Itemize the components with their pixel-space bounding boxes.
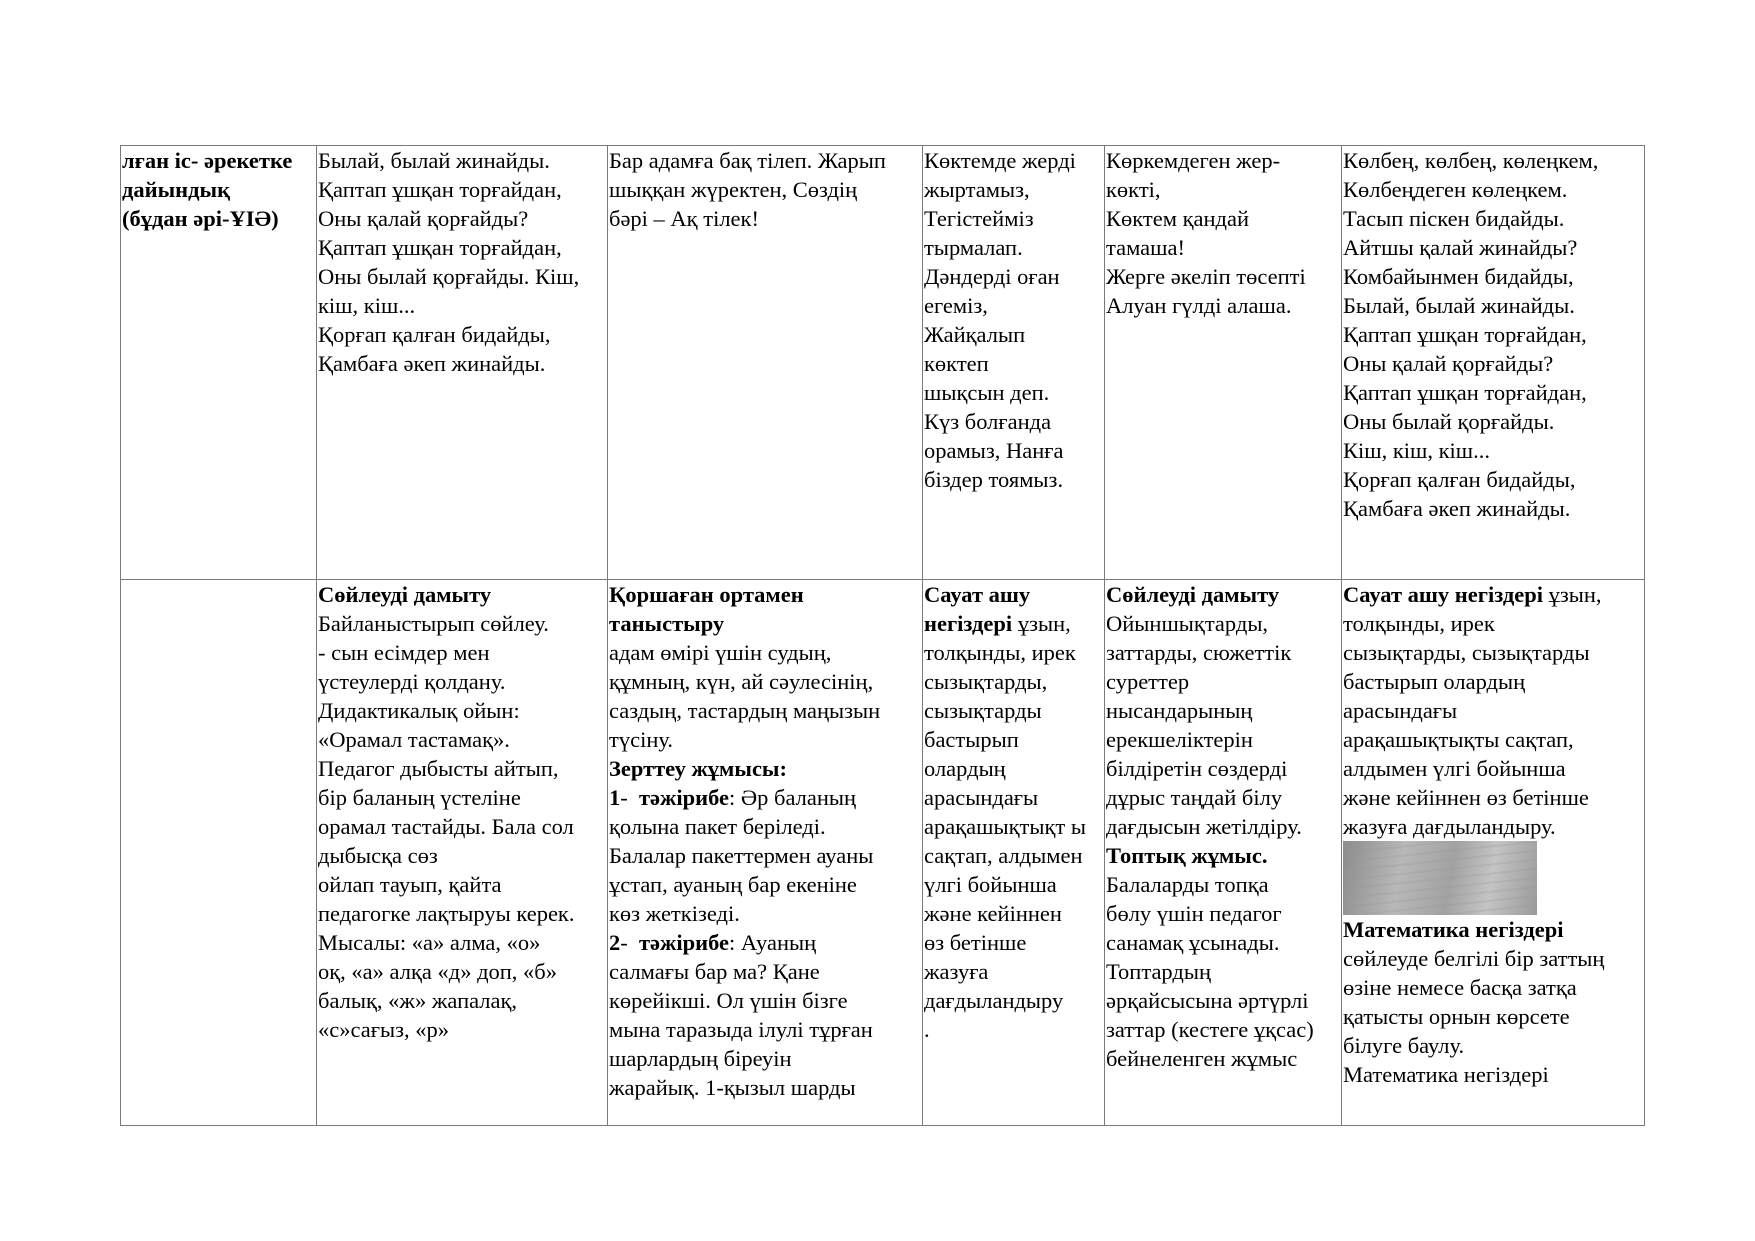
table-cell-activity <box>923 580 1105 1126</box>
activity-line: көз жеткізеді. <box>609 901 740 926</box>
activity-line: Топтардың <box>1106 959 1211 984</box>
section-title: Сөйлеуді дамыту <box>1106 582 1280 607</box>
wish-line: шыққан жүректен, Сөздің <box>609 177 858 202</box>
section-title-line <box>1343 580 1643 609</box>
wish-line: Бар адамға бақ тілеп. Жарып <box>609 148 886 173</box>
table-row <box>121 580 1645 1126</box>
poem-line: Көлбең, көлбең, көлеңкем, <box>1343 148 1599 173</box>
row-header-line: дайындық <box>122 177 231 202</box>
math-section-title: Математика негіздері <box>1343 917 1564 942</box>
lesson-plan-table <box>120 145 1645 1126</box>
section-title: Сөйлеуді дамыту <box>318 582 492 607</box>
table-cell-poem <box>317 146 608 580</box>
poem-line: Жайқалып <box>924 322 1026 347</box>
poem-line: Қаптап ұшқан торғайдан, <box>1343 322 1587 347</box>
poem-line: Оны былай қорғайды. <box>1343 409 1555 434</box>
poem-line: Былай, былай жинайды. <box>318 148 550 173</box>
poem-line: Қамбаға әкеп жинайды. <box>318 351 546 376</box>
activity-line: арақашықтықты сақтап, <box>1343 727 1574 752</box>
section-title: таныстыру <box>609 611 725 636</box>
activity-line: саздың, тастардың маңызын <box>609 698 881 723</box>
poem-line: Күз болғанда <box>924 409 1052 434</box>
activity-line: қатысты орнын көрсете <box>1343 1004 1570 1029</box>
experiment-number: 2 <box>609 930 621 955</box>
row-header-line: лған іс- әрекетке <box>122 148 293 173</box>
poem-line: Көркемдеген жер- <box>1106 148 1281 173</box>
activity-line: салмағы бар ма? Қане <box>609 959 820 984</box>
table-cell-row-header <box>121 146 317 580</box>
table-cell-activity <box>1105 580 1342 1126</box>
activity-line: жазуға дағдыландыру. <box>1343 814 1556 839</box>
poem-line: біздер тоямыз. <box>924 467 1064 492</box>
activity-line: санамақ ұсынады. <box>1106 930 1280 955</box>
table-cell-activity <box>608 580 923 1126</box>
poem-line: егеміз, <box>924 293 988 318</box>
poem-line: орамыз, Нанға <box>924 438 1064 463</box>
section-title: Сауат ашу <box>924 582 1031 607</box>
poem-line: Қаптап ұшқан торғайдан, <box>1343 380 1587 405</box>
table-cell-poem <box>1342 146 1645 580</box>
activity-line: ойлап тауып, қайта <box>318 872 502 897</box>
table-cell-poem <box>923 146 1105 580</box>
poem-line: көкті, <box>1106 177 1161 202</box>
poem-line: Айтшы қалай жинайды? <box>1343 235 1578 260</box>
poem-line: Оны қалай қорғайды? <box>1343 351 1554 376</box>
poem-line: Кіш, кіш, кіш... <box>1343 438 1490 463</box>
activity-line: - сын есімдер мен <box>318 640 490 665</box>
poem-line: Қорғап қалған бидайды, <box>318 322 551 347</box>
experiment-text: : Әр баланың <box>729 785 857 810</box>
poem-line: Қаптап ұшқан торғайдан, <box>318 177 562 202</box>
activity-line: қолына пакет беріледі. <box>609 814 826 839</box>
activity-line: өз бетінше <box>924 930 1027 955</box>
activity-line: үлгі бойынша <box>924 872 1057 897</box>
activity-line: көрейікші. Ол үшін бізге <box>609 988 848 1013</box>
activity-line: Математика негіздері <box>1343 1062 1549 1087</box>
table-cell-empty <box>121 580 317 1126</box>
table-row <box>121 146 1645 580</box>
poem-line: Көктем қандай <box>1106 206 1250 231</box>
activity-line: дағдыландыру <box>924 988 1064 1013</box>
activity-line: Балаларды топқа <box>1106 872 1269 897</box>
activity-line: «Орамал тастамақ». <box>318 727 510 752</box>
activity-line: сызықтарды, сызықтарды <box>1343 640 1590 665</box>
activity-line: дағдысын жетілдіру. <box>1106 814 1302 839</box>
poem-line: Алуан гүлді алаша. <box>1106 293 1292 318</box>
experiment-separator: - <box>620 785 639 810</box>
activity-line: бейнеленген жұмыс <box>1106 1046 1298 1071</box>
activity-line: бір баланың үстеліне <box>318 785 521 810</box>
poem-line: жыртамыз, <box>924 177 1030 202</box>
group-work-title: Топтық жұмыс. <box>1106 843 1268 868</box>
poem-line: Қаптап ұшқан торғайдан, <box>318 235 562 260</box>
activity-line: толқынды, ирек <box>924 640 1076 665</box>
activity-line: бөлу үшін педагог <box>1106 901 1282 926</box>
poem-line: шықсын деп. <box>924 380 1050 405</box>
experiment-2-line <box>609 928 921 957</box>
activity-line: білуге баулу. <box>1343 1033 1465 1058</box>
activity-line: дұрыс таңдай білу <box>1106 785 1283 810</box>
activity-line: заттарды, сюжеттік <box>1106 640 1292 665</box>
wish-line: бәрі – Ақ тілек! <box>609 206 759 231</box>
activity-line: . <box>924 1017 930 1042</box>
activity-line: «с»сағыз, «р» <box>318 1017 449 1042</box>
activity-line: әрқайсысына әртүрлі <box>1106 988 1309 1013</box>
activity-line: жазуға <box>924 959 989 984</box>
activity-text: ұзын, <box>1012 611 1071 636</box>
activity-line: педагогке лақтыруы керек. <box>318 901 575 926</box>
activity-line: адам өмірі үшін судың, <box>609 640 832 665</box>
activity-line: толқынды, ирек <box>1343 611 1495 636</box>
poem-line: Тасып піскен бидайды. <box>1343 206 1565 231</box>
experiment-text: : Ауаның <box>729 930 817 955</box>
poem-line: Тегістейміз <box>924 206 1034 231</box>
activity-line: оқ, «а» алқа «д» доп, «б» <box>318 959 558 984</box>
activity-line: балық, «ж» жапалақ, <box>318 988 518 1013</box>
experiment-1-line <box>609 783 921 812</box>
activity-line: Педагог дыбысты айтып, <box>318 756 559 781</box>
section-title-line <box>924 609 1103 638</box>
poem-line: Қамбаға әкеп жинайды. <box>1343 496 1571 521</box>
experiment-number: 1 <box>609 785 621 810</box>
table-cell-wish <box>608 146 923 580</box>
poem-line: Дәндерді оған <box>924 264 1060 289</box>
activity-line: білдіретін сөздерді <box>1106 756 1288 781</box>
poem-line: Көлбеңдеген көлеңкем. <box>1343 177 1568 202</box>
activity-line: сақтап, алдымен <box>924 843 1083 868</box>
activity-line: ерекшеліктерін <box>1106 727 1253 752</box>
section-title: негіздері <box>924 611 1013 636</box>
activity-line: құмның, күн, ай сәулесінің, <box>609 669 874 694</box>
activity-line: олардың <box>924 756 1006 781</box>
experiment-separator: - <box>620 930 639 955</box>
activity-line: Ойыншықтарды, <box>1106 611 1269 636</box>
activity-line: Байланыстырып сөйлеу. <box>318 611 549 636</box>
activity-line: мына таразыда ілулі тұрған <box>609 1017 873 1042</box>
activity-line: алдымен үлгі бойынша <box>1343 756 1566 781</box>
activity-line: сызықтарды, <box>924 669 1048 694</box>
poem-line: Жерге әкеліп төсепті <box>1106 264 1306 289</box>
section-title: Сауат ашу негіздері <box>1343 582 1543 607</box>
activity-line: арасындағы <box>1343 698 1458 723</box>
experiment-label: тәжірибе <box>639 930 730 955</box>
section-title: Қоршаған ортамен <box>609 582 804 607</box>
poem-line: Оны былай қорғайды. Кіш, <box>318 264 580 289</box>
research-title: Зерттеу жұмысы: <box>609 756 787 781</box>
table-cell-activity <box>1342 580 1645 1126</box>
activity-line: суреттер <box>1106 669 1190 694</box>
poem-line: Көктемде жерді <box>924 148 1076 173</box>
activity-line: Мысалы: «а» алма, «о» <box>318 930 541 955</box>
activity-line: жарайық. 1-қызыл шарды <box>609 1075 856 1100</box>
activity-line: заттар (кестеге ұқсас) <box>1106 1017 1314 1042</box>
activity-line: бастырып олардың <box>1343 669 1526 694</box>
table-cell-activity <box>317 580 608 1126</box>
activity-line: Дидактикалық ойын: <box>318 698 520 723</box>
activity-line: сөйлеуде белгілі бір заттың <box>1343 946 1605 971</box>
poem-line: тырмалап. <box>924 235 1023 260</box>
activity-line: арасындағы <box>924 785 1039 810</box>
poem-line: кіш, кіш... <box>318 293 416 318</box>
activity-line: Балалар пакеттермен ауаны <box>609 843 874 868</box>
activity-line: өзіне немесе басқа затқа <box>1343 975 1577 1000</box>
activity-line: үстеулерді қолдану. <box>318 669 506 694</box>
activity-line: дыбысқа сөз <box>318 843 438 868</box>
table-cell-poem <box>1105 146 1342 580</box>
poem-line: Оны қалай қорғайды? <box>318 206 529 231</box>
poem-line: Былай, былай жинайды. <box>1343 293 1575 318</box>
poem-line: көктеп <box>924 351 989 376</box>
activity-line: сызықтарды <box>924 698 1042 723</box>
activity-line: және кейіннен өз бетінше <box>1343 785 1589 810</box>
activity-text: ұзын, <box>1542 582 1602 607</box>
poem-line: тамаша! <box>1106 235 1185 260</box>
activity-line: нысандарының <box>1106 698 1253 723</box>
activity-line: және кейіннен <box>924 901 1062 926</box>
activity-line: бастырып <box>924 727 1019 752</box>
poem-line: Комбайынмен бидайды, <box>1343 264 1574 289</box>
activity-line: орамал тастайды. Бала сол <box>318 814 574 839</box>
activity-line: шарлардың біреуін <box>609 1046 792 1071</box>
handwriting-sample-image <box>1343 841 1537 915</box>
poem-line: Қорғап қалған бидайды, <box>1343 467 1576 492</box>
activity-line: арақашықтықт ы <box>924 814 1086 839</box>
activity-line: түсіну. <box>609 727 673 752</box>
activity-line: ұстап, ауаның бар екеніне <box>609 872 857 897</box>
experiment-label: тәжірибе <box>639 785 730 810</box>
row-header-line: (бұдан әрі-ҰІӘ) <box>122 206 279 231</box>
